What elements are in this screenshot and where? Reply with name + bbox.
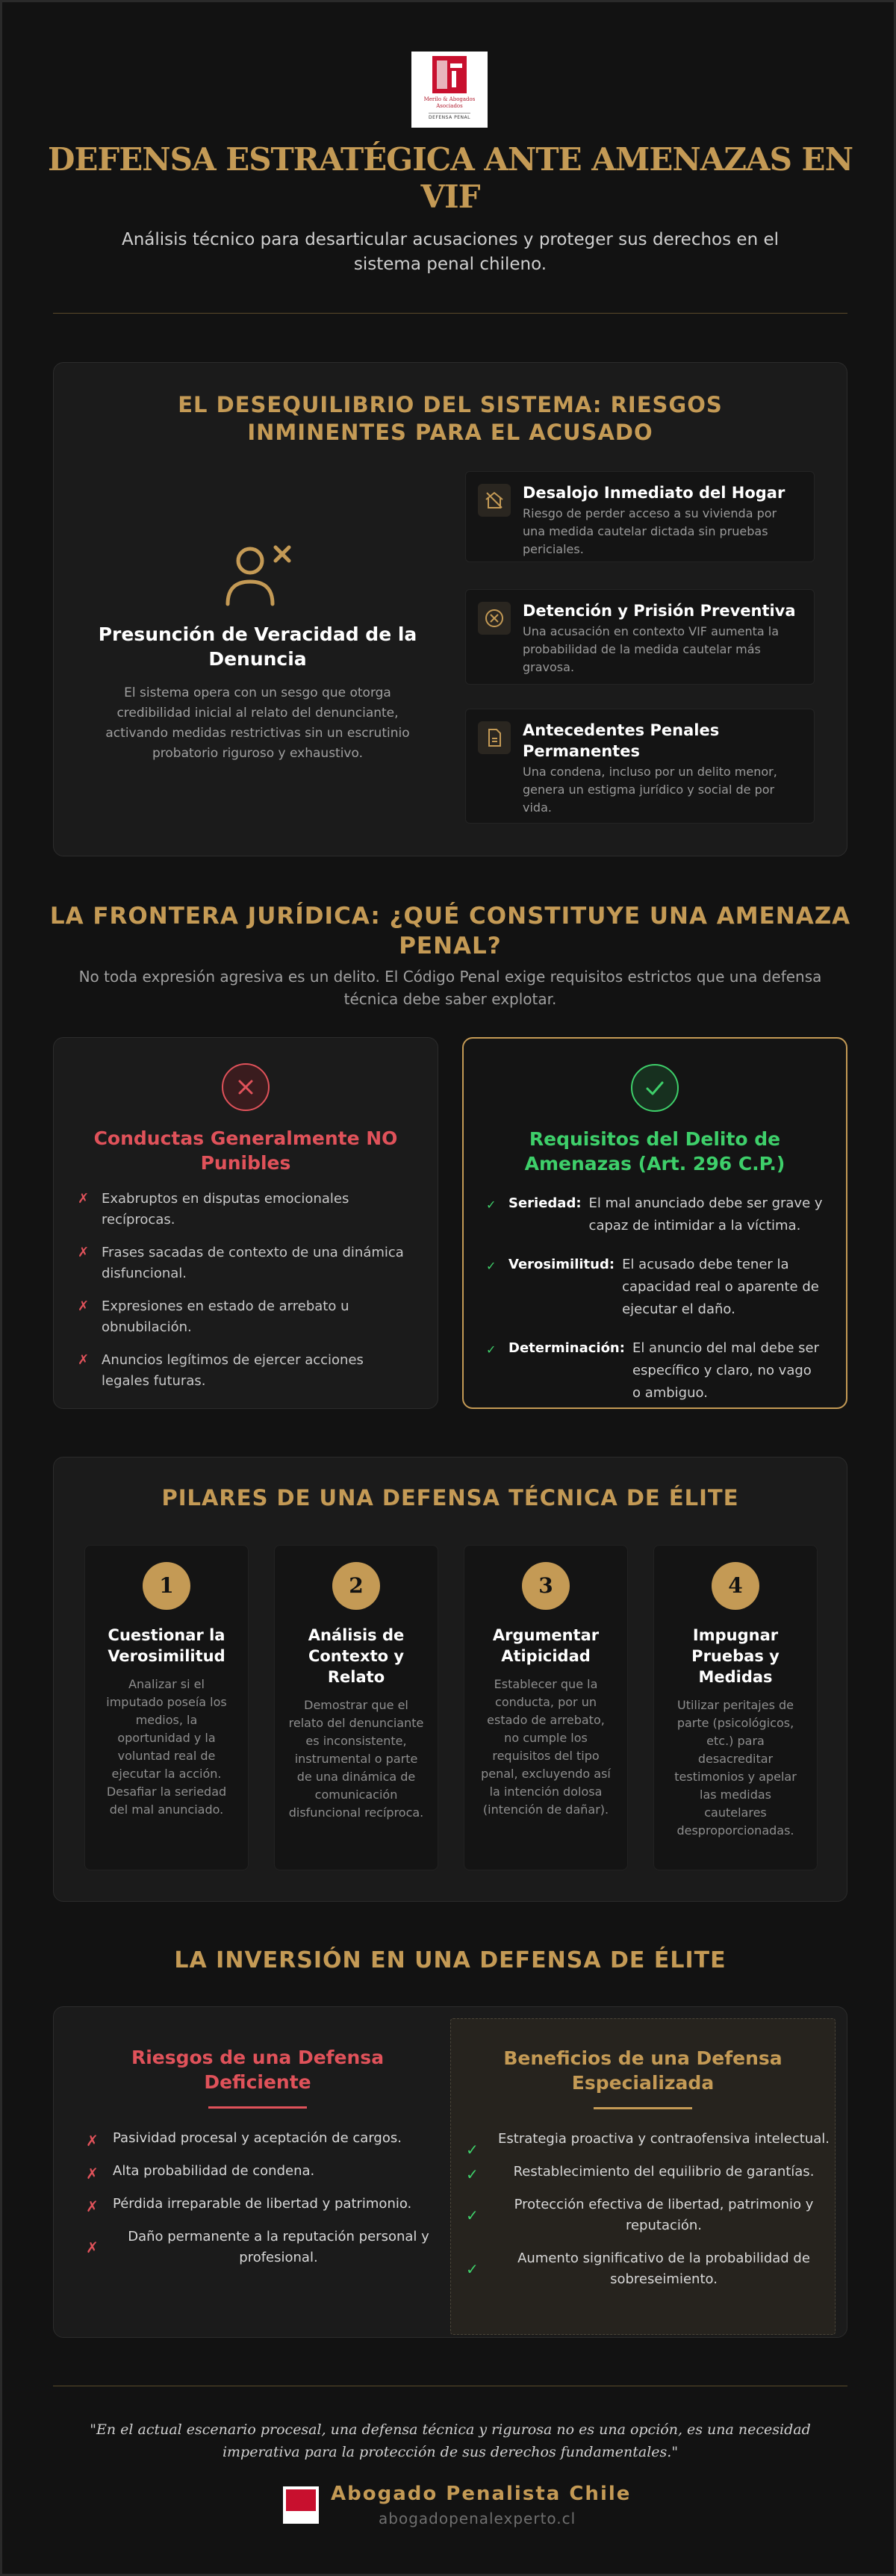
section-title-investment: LA INVERSIÓN EN UNA DEFENSA DE ÉLITE <box>174 1947 727 1973</box>
x-icon <box>222 1063 270 1111</box>
page-title: DEFENSA ESTRATÉGICA ANTE AMENAZAS EN VIF <box>48 141 853 215</box>
document-icon <box>478 721 511 754</box>
list-item: ✓ Estrategia proactiva y contraofensiva intelectual. <box>466 2131 830 2159</box>
divider <box>53 313 847 314</box>
list-item: ✓ Restablecimiento del equilibrio de garantías. <box>466 2164 815 2183</box>
pillar-number: 4 <box>712 1562 759 1610</box>
presumption-feature <box>86 540 429 764</box>
footer-brand: Abogado Penalista Chile <box>331 2483 632 2505</box>
list-item: ✗ Pérdida irreparable de libertad y patrimonio. <box>86 2196 412 2215</box>
risk-description: Riesgo de perder acceso a su vivienda por una medida cautelar dictada sin pruebas periciales. <box>523 506 777 556</box>
pillar-card <box>84 1545 249 1870</box>
risk-title: Detención y Prisión Preventiva <box>523 602 796 620</box>
pillar-description: Utilizar peritajes de parte (psicológicos, etc.) para desacreditar testimonios y apelar las medidas cautelares desproporcionadas. <box>674 1698 797 1838</box>
pillar-card <box>464 1545 628 1870</box>
deficient-title: Riesgos de una Defensa Deficiente <box>131 2047 385 2093</box>
section-title-frontier: LA FRONTERA JURÍDICA: ¿QUÉ CONSTITUYE UNA AMENAZA PENAL? <box>49 903 851 959</box>
pillar-number: 1 <box>143 1562 190 1610</box>
list-item: ✓ Protección efectiva de libertad, patrimonio y reputación. <box>466 2197 814 2233</box>
pillar-description: Demostrar que el relato del denunciante es inconsistente, instrumental o parte de una dinámica de comunicación disfuncional recíproca. <box>288 1698 424 1820</box>
list-item: ✓ Aumento significativo de la probabilidad de sobreseimiento. <box>466 2250 810 2287</box>
check-icon <box>631 1064 679 1112</box>
non-punishable-card <box>53 1037 438 1409</box>
house-icon <box>478 484 511 517</box>
firm-logo <box>411 52 488 128</box>
logo-mark-icon <box>432 56 467 93</box>
pillar-title: Cuestionar la Verosimilitud <box>108 1626 225 1665</box>
requirements-title: Requisitos del Delito de Amenazas (Art. 296 C.P.) <box>524 1128 785 1175</box>
list-item: ✗ Daño permanente a la reputación personal y profesional. <box>86 2229 429 2265</box>
pillar-card <box>274 1545 438 1870</box>
requirements-card <box>462 1037 847 1409</box>
footer-url[interactable]: abogadopenalexperto.cl <box>379 2510 576 2527</box>
list-item: ✗ Alta probabilidad de condena. <box>86 2163 315 2183</box>
logo-subtitle: DEFENSA PENAL <box>429 113 470 120</box>
pillar-title: Análisis de Contexto y Relato <box>308 1626 405 1686</box>
pillar-description: Establecer que la conducta, por un estado de arrebato, no cumple los requisitos del tipo penal, excluyendo así la intención dolosa (intención de dañar). <box>481 1677 611 1817</box>
pillar-number: 3 <box>522 1562 570 1610</box>
section-title-pillars: PILARES DE UNA DEFENSA TÉCNICA DE ÉLITE <box>161 1485 739 1511</box>
deficient-defense-column <box>71 2018 444 2335</box>
circle-x-icon <box>478 602 511 635</box>
section-title-risks: EL DESEQUILIBRIO DEL SISTEMA: RIESGOS INMINENTES PARA EL ACUSADO <box>178 392 723 445</box>
feature-title: Presunción de Veracidad de la Denuncia <box>98 623 417 670</box>
page-subtitle: Análisis técnico para desarticular acusaciones y proteger sus derechos en el sistema penal chileno. <box>121 230 779 274</box>
specialized-defense-column <box>450 2018 836 2335</box>
pillar-number: 2 <box>332 1562 380 1610</box>
risk-title: Desalojo Inmediato del Hogar <box>523 484 785 502</box>
list-item: ✗ Exabruptos en disputas emocionales recíprocas. <box>78 1191 349 1228</box>
risk-item-detention <box>465 589 815 685</box>
risk-description: Una acusación en contexto VIF aumenta la probabilidad de la medida cautelar más gravosa. <box>523 624 780 674</box>
risk-description: Una condena, incluso por un delito menor, genera un estigma jurídico y social de por vida. <box>523 765 777 815</box>
non-punishable-title: Conductas Generalmente NO Punibles <box>93 1127 398 1174</box>
footer-quote: "En el actual escenario procesal, una defensa técnica y rigurosa no es una opción, es una necesidad imperativa para la protección de sus derechos fundamentales." <box>90 2421 811 2460</box>
divider <box>594 2107 692 2109</box>
list-item: ✗ Pasividad procesal y aceptación de cargos. <box>86 2130 402 2150</box>
footer-logo <box>283 2486 319 2524</box>
list-item: ✗ Anuncios legítimos de ejercer acciones legales futuras. <box>78 1352 364 1389</box>
requirement-item: ✓ Seriedad: El mal anunciado debe ser grave y capaz de intimidar a la víctima. <box>486 1195 823 1233</box>
specialized-title: Beneficios de una Defensa Especializada <box>503 2047 783 2094</box>
feature-description: El sistema opera con un sesgo que otorga credibilidad inicial al relato del denunciante, activando medidas restrictivas sin un escrutinio probatorio riguroso y exhaustivo. <box>105 685 410 761</box>
list-item: ✗ Expresiones en estado de arrebato u obnubilación. <box>78 1298 349 1335</box>
risk-item-eviction <box>465 471 815 562</box>
pillar-title: Argumentar Atipicidad <box>492 1626 600 1665</box>
pillar-card <box>653 1545 818 1870</box>
requirement-item: ✓ Determinación: El anuncio del mal debe ser específico y claro, no vago o ambiguo. <box>486 1340 820 1401</box>
divider <box>208 2106 307 2109</box>
section-subtitle-frontier: No toda expresión agresiva es un delito. El Código Penal exige requisitos estrictos que una defensa técnica debe saber explotar. <box>78 968 822 1008</box>
user-x-icon <box>86 540 429 609</box>
list-item: ✗ Frases sacadas de contexto de una dinámica disfuncional. <box>78 1245 404 1281</box>
risk-title: Antecedentes Penales Permanentes <box>523 721 720 760</box>
logo-name: Merilo & Abogados Asociados <box>423 96 476 109</box>
risk-item-records <box>465 709 815 824</box>
requirements-list <box>486 1192 824 1404</box>
pillar-title: Impugnar Pruebas y Medidas <box>691 1626 780 1686</box>
pillar-description: Analizar si el imputado poseía los medios, la oportunidad y la voluntad real de ejecutar la acción. Desafiar la seriedad del mal anunciado. <box>106 1677 227 1817</box>
non-punishable-list <box>78 1189 414 1392</box>
requirement-item: ✓ Verosimilitud: El acusado debe tener la capacidad real o aparente de ejecutar el daño. <box>486 1257 819 1317</box>
